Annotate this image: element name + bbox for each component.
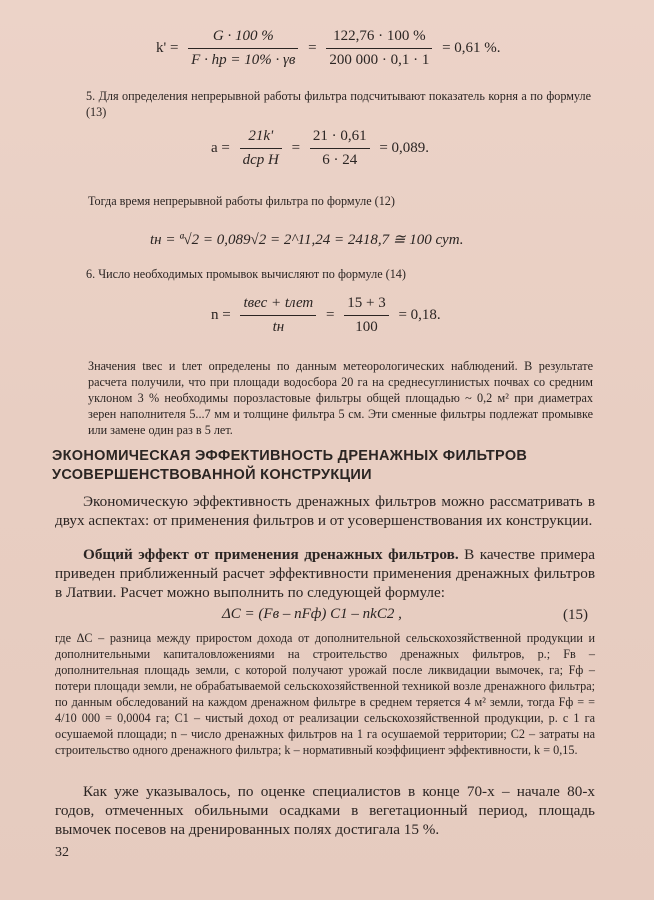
paragraph-6: 6. Число необходимых промывок вычисляют по формуле (14)	[86, 267, 406, 281]
equals: =	[291, 140, 301, 156]
denominator: 6 · 24	[322, 152, 358, 168]
equals: =	[326, 307, 335, 323]
formula-a	[205, 128, 435, 169]
paragraph-where: где ΔC – разница между приростом дохода от дополнительной сельскохозяйственной продукции и дополнительными капиталовложениями на строительство дренажных фильтров, р.; Fв – дополнительная площадь земли, с которой получают урожай после ликвидации вымочек, га; Fф – потери площади земли, не обрабатываемой сельскохозяйственной техникой возле дренажного фильтра; по данным обследований на каждом дренажном фильтре в среднем теряется 4 м² земли, тогда Fф = = 4/10 000 = 0,0004 га; C1 – чистый доход от реализации сельскохозяйственной продукции, р. с 1 га осушаемой площади; n – число дренажных фильтров на 1 га осушаемой территории; C2 – затраты на строительство одного дренажного фильтра; k – нормативный коэффициент эффективности, k = 0,15.	[55, 631, 595, 757]
denominator: 200 000 · 0,1 · 1	[329, 52, 430, 68]
bold-lead: Общий эффект от применения дренажных фильтров.	[83, 546, 459, 563]
fraction	[240, 128, 282, 169]
numerator: G · 100 %	[188, 28, 298, 49]
fraction	[326, 28, 432, 69]
formula-lhs: k' =	[156, 40, 179, 56]
section-heading: ЭКОНОМИЧЕСКАЯ ЭФФЕКТИВНОСТЬ ДРЕНАЖНЫХ ФИЛЬТРОВ УСОВЕРШЕНСТВОВАННОЙ КОНСТРУКЦИИ	[52, 448, 528, 483]
paragraph-general-effect	[55, 545, 595, 602]
numerator: 21 · 0,61	[310, 128, 370, 149]
formula-delta-c: ΔC = (Fв – nFф) C1 – nkC2 ,	[222, 606, 402, 622]
paragraph-5: 5. Для определения непрерывной работы фильтра подсчитывают показатель корня a по формуле (13)	[86, 89, 591, 119]
paragraph-economic: Экономическую эффективность дренажных фильтров можно рассматривать в двух аспектах: от применения фильтров и от усовершенствования их конструкции.	[55, 493, 595, 529]
denominator: 100	[355, 319, 378, 335]
denominator: tн	[272, 319, 285, 335]
denominator: F · hр = 10% · γв	[191, 52, 296, 68]
fraction	[188, 28, 298, 69]
numerator: 15 + 3	[344, 295, 388, 316]
equals: =	[308, 40, 317, 56]
paragraph-text: В качестве примера приведен приближенный расчет эффективности применения дренажных фильтров в Латвии. Расчет можно выполнить по следующей формуле:	[55, 546, 595, 601]
formula-k-prime	[150, 28, 507, 69]
formula-n	[205, 295, 447, 336]
formula-lhs: n =	[211, 307, 231, 323]
formula-result: = 0,61 %.	[442, 40, 501, 56]
formula-lhs: a =	[211, 140, 230, 156]
formula-t: tн = ª√2 = 0,089√2 = 2^11,24 = 2418,7 ≅ 100 сут.	[150, 232, 464, 248]
equation-number: (15)	[563, 607, 588, 623]
denominator: dср H	[242, 152, 279, 168]
formula-result: = 0,089.	[379, 140, 430, 156]
numerator: 21k'	[240, 128, 282, 149]
numerator: tвес + tлет	[240, 295, 316, 316]
formula-result: = 0,18.	[398, 307, 441, 323]
paragraph-values: Значения tвес и tлет определены по данным метеорологических наблюдений. В результате расчета получили, что при площади водосбора 20 га на среднесуглинистых почвах со средним уклоном 3 % необходимы порозластовые фильтры общей площадью ~ 0,2 м² при диаметрах зерен наполнителя 5...7 мм и толщине фильтра 5 см. Эти сменные фильтры подлежат промывке или замене один раз в 5 лет.	[88, 359, 593, 437]
paragraph-then: Тогда время непрерывной работы фильтра по формуле (12)	[88, 194, 395, 208]
numerator: 122,76 · 100 %	[326, 28, 432, 49]
page-number: 32	[55, 845, 69, 860]
paragraph-last: Как уже указывалось, по оценке специалистов в конце 70-х – начале 80-х годов, отмеченных обильными осадками в вегетационный период, площадь вымочек посевов на дренированных полях достигала 15 %.	[55, 783, 595, 838]
fraction	[344, 295, 388, 336]
fraction	[240, 295, 316, 336]
fraction	[310, 128, 370, 169]
